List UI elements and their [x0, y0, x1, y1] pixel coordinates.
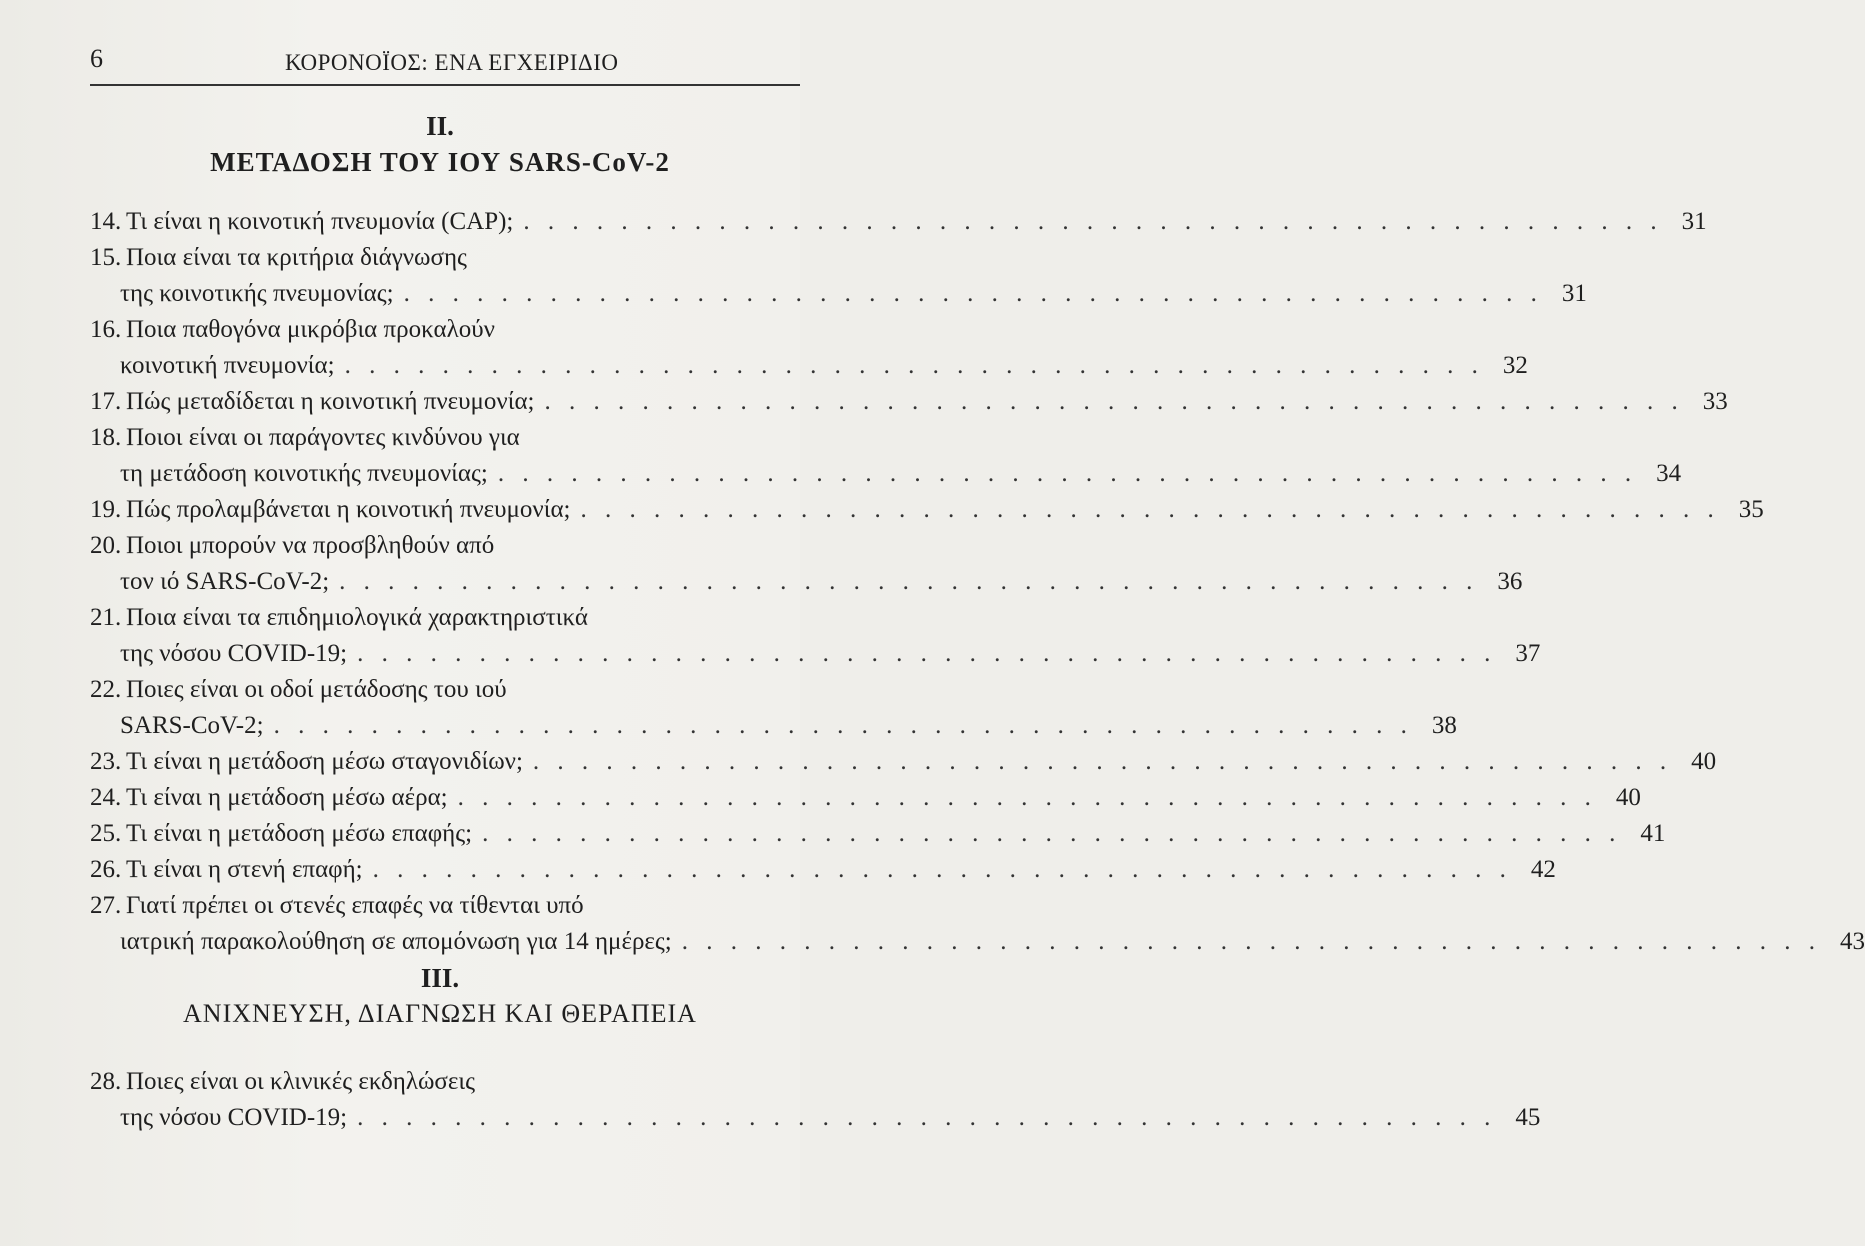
entry-number: 27.: [90, 892, 122, 919]
entry-title: Τι είναι η στενή επαφή;: [126, 856, 363, 883]
entry-number: 28.: [90, 1068, 122, 1095]
toc-entry: [90, 384, 1728, 420]
toc-entry: [90, 888, 1865, 960]
entry-title: Ποιοι μπορούν να προσβληθούν από: [126, 532, 495, 559]
dot-leader: . . . . . . . . . . . . . . . . . . . . . . . . . . . . . . . . . . . . . . . . . . . . . . .: [372, 856, 1512, 883]
entry-number: 24.: [90, 784, 122, 811]
entry-title: Ποια είναι τα επιδημιολογικά χαρακτηριστικά: [126, 604, 588, 631]
toc-row-continued: [90, 348, 1528, 384]
entry-page: 31: [1681, 208, 1707, 235]
entry-page: 41: [1640, 820, 1666, 847]
entry-title-continued: τον ιό SARS-CoV-2;: [120, 568, 330, 595]
dot-leader: . . . . . . . . . . . . . . . . . . . . . . . . . . . . . . . . . . . . . . . . . . . . . . .: [532, 748, 1673, 775]
entry-page: 45: [1515, 1104, 1541, 1131]
dot-leader: . . . . . . . . . . . . . . . . . . . . . . . . . . . . . . . . . . . . . . . . . . . . . . .: [681, 928, 1822, 955]
dot-leader: . . . . . . . . . . . . . . . . . . . . . . . . . . . . . . . . . . . . . . . . . . . . . . .: [497, 460, 1638, 487]
dot-leader: . . . . . . . . . . . . . . . . . . . . . . . . . . . . . . . . . . . . . . . . . . . . . . .: [580, 496, 1720, 523]
entry-page: 43: [1840, 928, 1865, 955]
entry-title: Ποιες είναι οι κλινικές εκδηλώσεις: [126, 1068, 475, 1095]
toc-row-continued: [90, 708, 1457, 744]
toc-entry: [90, 528, 1523, 600]
toc-row: [90, 780, 1641, 816]
dot-leader: . . . . . . . . . . . . . . . . . . . . . . . . . . . . . . . . . . . . . . . . . . . . . . .: [357, 640, 1497, 667]
toc-row: [90, 744, 1717, 780]
entry-number: 19.: [90, 496, 122, 523]
entry-number: 17.: [90, 388, 122, 415]
page-header: [90, 42, 800, 86]
toc-row: [90, 384, 1728, 420]
entry-title: Τι είναι η μετάδοση μέσω αέρα;: [126, 784, 448, 811]
toc-entry: [90, 1064, 1541, 1136]
entry-number: 22.: [90, 676, 122, 703]
entry-page: 36: [1497, 568, 1523, 595]
entry-page: 34: [1656, 460, 1682, 487]
entry-title-continued: ιατρική παρακολούθηση σε απομόνωση για 14 ημέρες;: [120, 928, 672, 955]
toc-list: [90, 204, 1865, 960]
entry-title-continued: της νόσου COVID-19;: [120, 640, 348, 667]
entry-number: 18.: [90, 424, 122, 451]
dot-leader: . . . . . . . . . . . . . . . . . . . . . . . . . . . . . . . . . . . . . . . . . . . . . . .: [457, 784, 1597, 811]
entry-title: Ποιοι είναι οι παράγοντες κινδύνου για: [126, 424, 520, 451]
toc-row: [90, 240, 790, 276]
entry-page: 33: [1702, 388, 1728, 415]
entry-page: 38: [1431, 712, 1457, 739]
section-heading-2: [90, 110, 790, 182]
entry-title: Γιατί πρέπει οι στενές επαφές να τίθενται υπό: [126, 892, 584, 919]
dot-leader: . . . . . . . . . . . . . . . . . . . . . . . . . . . . . . . . . . . . . . . . . . . . . . .: [273, 712, 1413, 739]
entry-title: Τι είναι η κοινοτική πνευμονία (CAP);: [126, 208, 514, 235]
toc-list: [90, 1064, 1541, 1136]
entry-number: 14.: [90, 208, 122, 235]
toc-entry: [90, 204, 1707, 240]
toc-entry: [90, 744, 1717, 780]
toc-row: [90, 312, 790, 348]
dot-leader: . . . . . . . . . . . . . . . . . . . . . . . . . . . . . . . . . . . . . . . . . . . . . . .: [482, 820, 1622, 847]
entry-title-continued: της κοινοτικής πνευμονίας;: [120, 280, 394, 307]
entry-title: Ποια παθογόνα μικρόβια προκαλούν: [126, 316, 495, 343]
toc-entry: [90, 240, 1587, 312]
toc-row: [90, 420, 790, 456]
toc-row: [90, 888, 790, 924]
entry-page: 31: [1561, 280, 1587, 307]
section-number: III.: [420, 963, 460, 993]
toc-entry: [90, 816, 1666, 852]
dot-leader: . . . . . . . . . . . . . . . . . . . . . . . . . . . . . . . . . . . . . . . . . . . . . . .: [344, 352, 1484, 379]
entry-page: 42: [1530, 856, 1556, 883]
entry-number: 23.: [90, 748, 122, 775]
running-title: ΚΟΡΟΝΟΪΟΣ: ΕΝΑ ΕΓΧΕΙΡΙΔΙΟ: [285, 50, 619, 75]
toc-entry: [90, 492, 1764, 528]
header-rule: [90, 84, 800, 86]
toc-row: [90, 672, 790, 708]
entry-title: Τι είναι η μετάδοση μέσω επαφής;: [126, 820, 473, 847]
entry-title: Πώς μεταδίδεται η κοινοτική πνευμονία;: [126, 388, 535, 415]
toc-row: [90, 852, 1556, 888]
toc-entry: [90, 852, 1556, 888]
entry-page: 37: [1515, 640, 1541, 667]
dot-leader: . . . . . . . . . . . . . . . . . . . . . . . . . . . . . . . . . . . . . . . . . . . . . . .: [523, 208, 1663, 235]
entry-number: 16.: [90, 316, 122, 343]
entry-title: Ποια είναι τα κριτήρια διάγνωσης: [126, 244, 467, 271]
toc-row-continued: [90, 456, 1682, 492]
dot-leader: . . . . . . . . . . . . . . . . . . . . . . . . . . . . . . . . . . . . . . . . . . . . . . .: [357, 1104, 1497, 1131]
dot-leader: . . . . . . . . . . . . . . . . . . . . . . . . . . . . . . . . . . . . . . . . . . . . . . .: [403, 280, 1543, 307]
entry-number: 26.: [90, 856, 122, 883]
toc-row: [90, 1064, 790, 1100]
entry-number: 21.: [90, 604, 122, 631]
toc-row: [90, 600, 790, 636]
entry-title: Τι είναι η μετάδοση μέσω σταγονιδίων;: [126, 748, 523, 775]
section-number: II.: [426, 111, 454, 141]
entry-title-continued: κοινοτική πνευμονία;: [120, 352, 335, 379]
entry-number: 20.: [90, 532, 122, 559]
toc-row-continued: [90, 924, 1865, 960]
toc-row-continued: [90, 1100, 1541, 1136]
entry-title-continued: SARS-CoV-2;: [120, 712, 264, 739]
section-title: ΜΕΤΑΔΟΣΗ ΤΟΥ ΙΟΥ SARS-CoV-2: [210, 147, 670, 177]
entry-page: 40: [1615, 784, 1641, 811]
toc-entry: [90, 600, 1541, 672]
toc-row-continued: [90, 564, 1523, 600]
entry-page: 32: [1502, 352, 1528, 379]
dot-leader: . . . . . . . . . . . . . . . . . . . . . . . . . . . . . . . . . . . . . . . . . . . . . . .: [544, 388, 1684, 415]
dot-leader: . . . . . . . . . . . . . . . . . . . . . . . . . . . . . . . . . . . . . . . . . . . . . . .: [339, 568, 1479, 595]
entry-page: 40: [1691, 748, 1717, 775]
toc-row: [90, 816, 1666, 852]
entry-title: Πώς προλαμβάνεται η κοινοτική πνευμονία;: [126, 496, 571, 523]
toc-row: [90, 528, 790, 564]
toc-entry: [90, 672, 1457, 744]
page-number: 6: [90, 44, 103, 73]
entry-number: 15.: [90, 244, 122, 271]
entry-title: Ποιες είναι οι οδοί μετάδοσης του ιού: [126, 676, 507, 703]
entry-title-continued: τη μετάδοση κοινοτικής πνευμονίας;: [120, 460, 488, 487]
toc-row-continued: [90, 276, 1587, 312]
toc-entry: [90, 420, 1682, 492]
section-heading-3: [90, 962, 790, 1034]
section-title: ΑΝΙΧΝΕΥΣΗ, ΔΙΑΓΝΩΣΗ ΚΑΙ ΘΕΡΑΠΕΙΑ: [183, 999, 697, 1028]
entry-title-continued: της νόσου COVID-19;: [120, 1104, 348, 1131]
toc-row: [90, 204, 1707, 240]
toc-entry: [90, 312, 1528, 384]
toc-row-continued: [90, 636, 1541, 672]
toc-row: [90, 492, 1764, 528]
entry-page: 35: [1738, 496, 1764, 523]
toc-entry: [90, 780, 1641, 816]
entry-number: 25.: [90, 820, 122, 847]
